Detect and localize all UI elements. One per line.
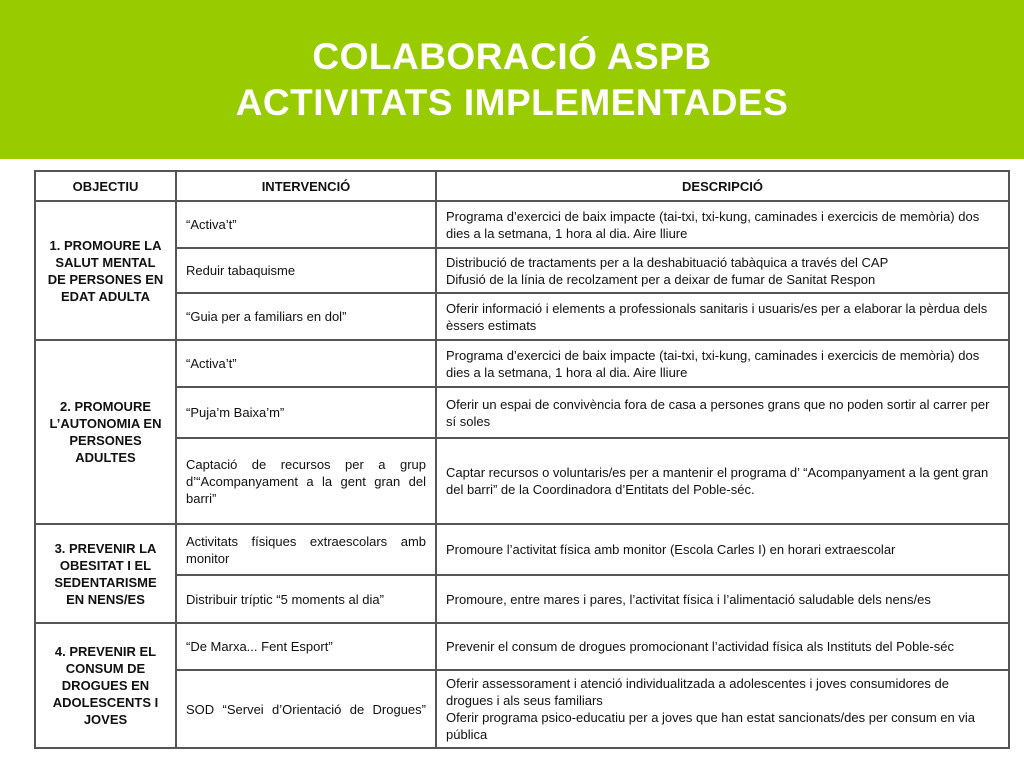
table-row (35, 248, 1009, 293)
table-row (35, 670, 1009, 748)
table-row (35, 575, 1009, 623)
description-cell (436, 248, 1009, 293)
table-row (35, 201, 1009, 248)
intervention-cell: Activitats físiques extraescolars amb monitor (176, 524, 436, 575)
description-cell: Captar recursos o voluntaris/es per a mantenir el programa d’ “Acompanyament a la gent gran del barri” de la Coordinadora d’Entitats del Poble-séc. (436, 438, 1009, 524)
objective-cell: 1. PROMOURE LA SALUT MENTAL DE PERSONES EN EDAT ADULTA (35, 201, 176, 340)
table-row (35, 293, 1009, 340)
description-cell: Programa d’exercici de baix impacte (tai-txi, txi-kung, caminades i exercicis de memòria) dos dies a la setmana, 1 hora al dia. Aire lliure (436, 340, 1009, 387)
description-line: Difusió de la línia de recolzament per a deixar de fumar de Sanitat Respon (446, 271, 876, 287)
column-header-descripcio: DESCRIPCIÓ (436, 171, 1009, 201)
intervention-cell: “Activa’t” (176, 340, 436, 387)
description-cell: Prevenir el consum de drogues promocionant l’actividad física als Instituts del Poble-séc (436, 623, 1009, 670)
column-header-intervencio: INTERVENCIÓ (176, 171, 436, 201)
intervention-cell: Captació de recursos per a grup d’“Acompanyament a la gent gran del barri” (176, 438, 436, 524)
table-row (35, 438, 1009, 524)
intervention-cell: Distribuir tríptic “5 moments al dia” (176, 575, 436, 623)
title-line-1: COLABORACIÓ ASPB (312, 35, 712, 77)
intervention-cell: “Guia per a familiars en dol” (176, 293, 436, 340)
description-cell (436, 670, 1009, 748)
column-header-objectiu: OBJECTIU (35, 171, 176, 201)
table-row (35, 387, 1009, 438)
activities-table (34, 170, 1010, 749)
objective-cell: 3. PREVENIR LA OBESITAT I EL SEDENTARISME EN NENS/ES (35, 524, 176, 623)
intervention-cell: “Activa’t” (176, 201, 436, 248)
description-line: Oferir programa psico-educatiu per a joves que han estat sancionats/des per consum en via pública (446, 710, 975, 742)
intervention-cell: SOD “Servei d’Orientació de Drogues” (176, 670, 436, 748)
objective-cell: 4. PREVENIR EL CONSUM DE DROGUES EN ADOLESCENTS I JOVES (35, 623, 176, 748)
title-banner (0, 0, 1024, 159)
intervention-cell: “Puja’m Baixa’m” (176, 387, 436, 438)
table-row (35, 623, 1009, 670)
description-line: Distribució de tractaments per a la deshabituació tabàquica a través del CAP (446, 254, 889, 270)
table-header-row (35, 171, 1009, 201)
table-row (35, 524, 1009, 575)
title-line-2: ACTIVITATS IMPLEMENTADES (235, 81, 789, 123)
intervention-cell: Reduir tabaquisme (176, 248, 436, 293)
objective-cell: 2. PROMOURE L’AUTONOMIA EN PERSONES ADULTES (35, 340, 176, 524)
description-cell: Programa d’exercici de baix impacte (tai-txi, txi-kung, caminades i exercicis de memòria) dos dies a la setmana, 1 hora al dia. Aire lliure (436, 201, 1009, 248)
intervention-cell: “De Marxa... Fent Esport” (176, 623, 436, 670)
description-cell: Oferir un espai de convivència fora de casa a persones grans que no poden sortir al carrer per sí soles (436, 387, 1009, 438)
description-line: Oferir assessorament i atenció individualitzada a adolescentes i joves consumidores de drogues i als seus familiars (446, 676, 949, 708)
description-cell: Promoure l’activitat física amb monitor (Escola Carles I) en horari extraescolar (436, 524, 1009, 575)
table-row (35, 340, 1009, 387)
description-cell: Oferir informació i elements a professionals sanitaris i usuaris/es per a elaborar la pèrdua dels èssers estimats (436, 293, 1009, 340)
description-cell: Promoure, entre mares i pares, l’activitat física i l’alimentació saludable dels nens/es (436, 575, 1009, 623)
